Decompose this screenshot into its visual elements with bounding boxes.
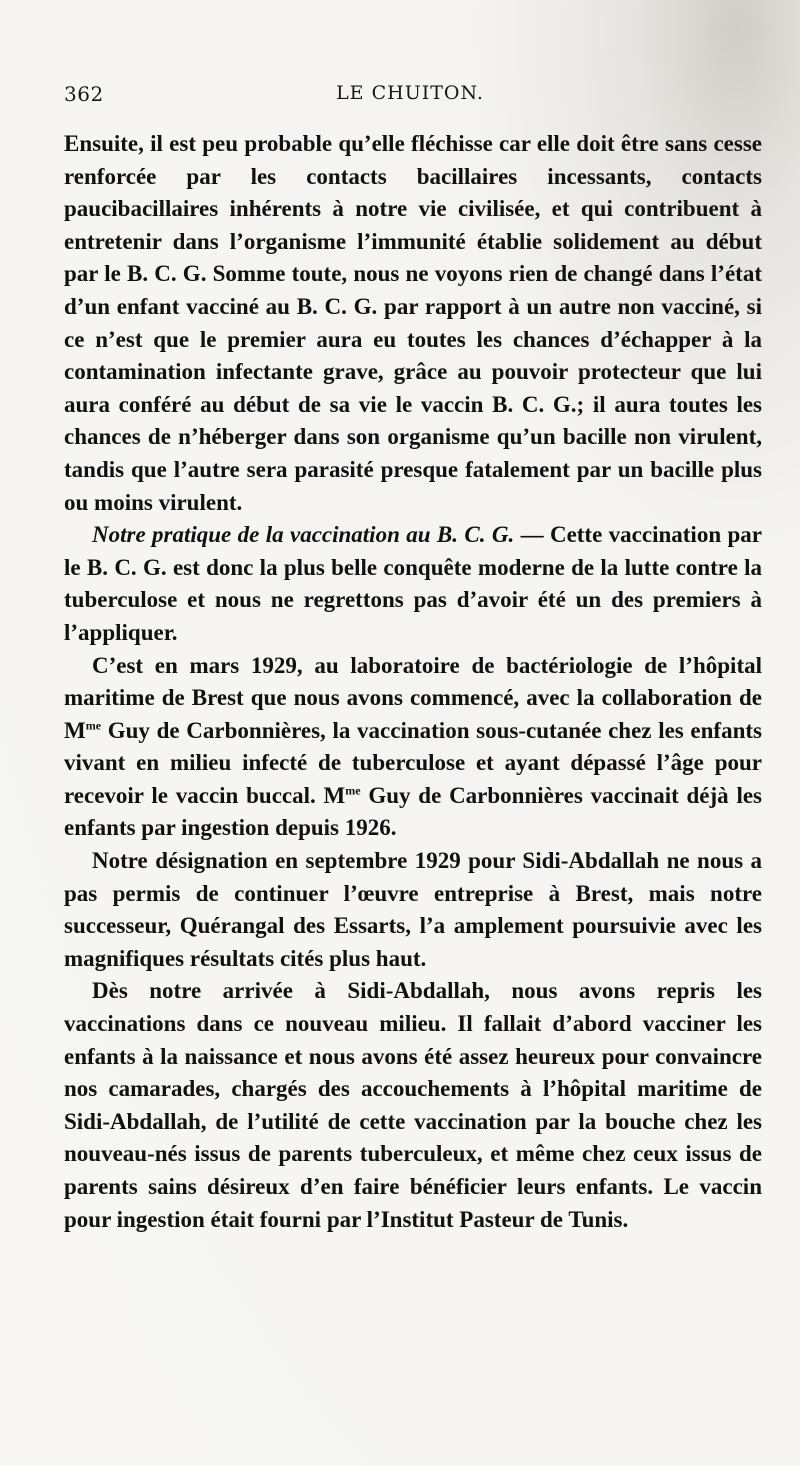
paragraph-1: Ensuite, il est peu probable qu’elle fléchisse car elle doit être sans cesse renforcée par les contacts bacillaires incessants, contacts paucibacillaires inhérents à notre vie civilisée, et qui contribuent à entretenir dans l’organisme l’immunité établie solidement au début par le B. C. G. Somme toute, nous ne voyons rien de changé dans l’état d’un enfant vacciné au B. C. G. par rapport à un autre non vacciné, si ce n’est que le premier aura eu toutes les chances d’échapper à la contamination infectante grave, grâce au pouvoir protecteur que lui aura conféré au début de sa vie le vaccin B. C. G.; il aura toutes les chances de n’héberger dans son organisme qu’un bacille non virulent, tandis que l’autre sera parasité presque fatalement par un bacille plus ou moins virulent. [64, 131, 762, 515]
paragraph-5: Dès notre arrivée à Sidi-Abdallah, nous avons repris les vaccinations dans ce nouveau milieu. Il fallait d’abord vacciner les enfants à la naissance et nous avons été assez heureux pour convaincre nos camarades, chargés des accouchements à l’hôpital maritime de Sidi-Abdallah, de l’utilité de cette vaccination par la bouche chez les nouveau-nés issus de parents tuberculeux, et même chez ceux issus de parents sains désireux d’en faire bénéficier leurs enfants. Le vaccin pour ingestion était fourni par l’Institut Pasteur de Tunis. [64, 978, 762, 1232]
superscript-me-2: me [345, 783, 361, 798]
paragraph-2-text: — Cette vaccination par le B. C. G. est donc la plus belle conquête moderne de la lutte contre la tuberculose et nous ne regrettons pas d’avoir été un des premiers à l’appliquer. [64, 522, 762, 645]
paragraph-3-text-b: Guy de Carbonnières, la vaccination sous-cutanée chez les enfants vivant en milieu infecté de tuberculose et ayant dépassé l’âge pour recevoir le vaccin buccal. M [64, 717, 762, 808]
running-title: LE CHUITON. [336, 82, 484, 104]
paragraph-3-text-a: C’est en mars 1929, au laboratoire de bactériologie de l’hôpital maritime de Brest que nous avons commencé, avec la collaboration de M [64, 652, 762, 743]
page-number: 362 [64, 82, 104, 106]
paragraph-4: Notre désignation en septembre 1929 pour Sidi-Abdallah ne nous a pas permis de continuer l’œuvre entreprise à Brest, mais notre successeur, Quérangal des Essarts, l’a amplement poursuivie avec les magnifiques résultats cités plus haut. [64, 848, 762, 971]
body-text [64, 128, 762, 1236]
page-header [64, 82, 736, 112]
paragraph-2 [64, 519, 762, 649]
section-heading: Notre pratique de la vaccination au B. C. G. [92, 522, 515, 548]
paragraph-3-text-c: Guy de Carbonnières vaccinait déjà les enfants par ingestion depuis 1926. [64, 782, 762, 841]
superscript-me-1: me [85, 718, 102, 733]
paragraph-3 [64, 650, 762, 846]
